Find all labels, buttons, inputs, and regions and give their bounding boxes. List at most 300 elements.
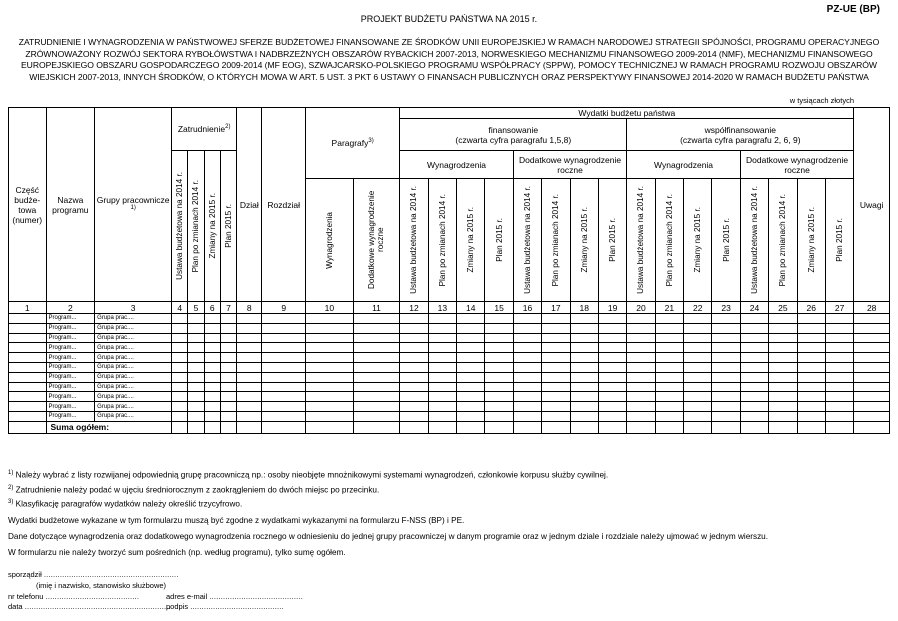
sum-cell[interactable] (627, 421, 655, 433)
podpis-field[interactable]: ......................................... (190, 602, 284, 611)
data-cell[interactable] (220, 382, 236, 392)
data-cell[interactable] (188, 333, 204, 343)
data-cell[interactable] (237, 353, 262, 363)
data-cell[interactable] (204, 362, 220, 372)
data-cell[interactable] (9, 372, 47, 382)
data-cell[interactable] (655, 362, 683, 372)
sum-cell[interactable] (513, 421, 541, 433)
sum-cell[interactable] (740, 421, 768, 433)
data-cell[interactable] (684, 362, 712, 372)
data-cell[interactable] (172, 362, 188, 372)
data-cell[interactable] (797, 343, 825, 353)
data-cell[interactable] (769, 353, 797, 363)
data-cell[interactable] (797, 333, 825, 343)
data-cell[interactable] (825, 323, 853, 333)
data-cell[interactable] (570, 392, 598, 402)
data-cell[interactable] (854, 402, 890, 412)
data-cell[interactable] (485, 333, 513, 343)
sum-cell[interactable] (220, 421, 236, 433)
sum-cell[interactable] (825, 421, 853, 433)
data-cell[interactable] (400, 353, 428, 363)
data-cell[interactable] (854, 392, 890, 402)
data-cell[interactable] (542, 362, 570, 372)
data-cell[interactable] (485, 402, 513, 412)
data-cell[interactable] (237, 392, 262, 402)
data-cell[interactable] (684, 382, 712, 392)
data-cell[interactable] (262, 353, 306, 363)
data-cell[interactable] (237, 323, 262, 333)
data-cell[interactable] (400, 323, 428, 333)
data-cell[interactable] (655, 411, 683, 421)
data-cell[interactable] (188, 411, 204, 421)
data-cell[interactable] (542, 402, 570, 412)
data-cell[interactable] (262, 392, 306, 402)
data-cell[interactable] (655, 382, 683, 392)
data-cell[interactable] (542, 382, 570, 392)
data-cell[interactable] (204, 372, 220, 382)
sum-cell[interactable] (542, 421, 570, 433)
data-cell[interactable] (262, 372, 306, 382)
data-cell[interactable] (513, 382, 541, 392)
data-cell[interactable] (627, 392, 655, 402)
data-cell[interactable] (172, 333, 188, 343)
data-cell[interactable] (513, 411, 541, 421)
data-cell[interactable] (712, 372, 740, 382)
data-cell[interactable] (513, 323, 541, 333)
program-cell[interactable]: Program... (46, 392, 95, 402)
data-cell[interactable] (684, 353, 712, 363)
data-cell[interactable] (306, 353, 354, 363)
data-cell[interactable] (797, 314, 825, 324)
data-cell[interactable] (400, 362, 428, 372)
data-cell[interactable] (457, 362, 485, 372)
data-cell[interactable] (204, 402, 220, 412)
data-cell[interactable] (825, 314, 853, 324)
data-cell[interactable] (353, 411, 400, 421)
data-cell[interactable] (513, 333, 541, 343)
data-cell[interactable] (262, 333, 306, 343)
data-cell[interactable] (542, 343, 570, 353)
data-cell[interactable] (542, 323, 570, 333)
data-cell[interactable] (854, 362, 890, 372)
data-cell[interactable] (769, 382, 797, 392)
data-cell[interactable] (306, 411, 354, 421)
sum-cell[interactable] (262, 421, 306, 433)
data-cell[interactable] (485, 372, 513, 382)
data-cell[interactable] (854, 333, 890, 343)
email-field[interactable]: ......................................... (209, 592, 303, 601)
sum-cell[interactable] (712, 421, 740, 433)
data-cell[interactable] (769, 333, 797, 343)
data-cell[interactable] (237, 333, 262, 343)
data-cell[interactable] (825, 353, 853, 363)
data-cell[interactable] (485, 353, 513, 363)
data-cell[interactable] (797, 392, 825, 402)
data-cell[interactable] (457, 392, 485, 402)
data-cell[interactable] (598, 333, 626, 343)
data-cell[interactable] (740, 411, 768, 421)
data-cell[interactable] (712, 323, 740, 333)
data-cell[interactable] (428, 362, 456, 372)
data-cell[interactable] (237, 402, 262, 412)
data-cell[interactable] (684, 392, 712, 402)
data-cell[interactable] (262, 343, 306, 353)
data-cell[interactable] (655, 333, 683, 343)
data-cell[interactable] (825, 402, 853, 412)
data-cell[interactable] (9, 362, 47, 372)
data-cell[interactable] (188, 353, 204, 363)
data-cell[interactable] (204, 314, 220, 324)
data-cell[interactable] (353, 392, 400, 402)
data-cell[interactable] (684, 411, 712, 421)
data-cell[interactable] (204, 382, 220, 392)
data-cell[interactable] (9, 314, 47, 324)
data-cell[interactable] (598, 402, 626, 412)
data-cell[interactable] (797, 323, 825, 333)
data-cell[interactable] (9, 402, 47, 412)
data-cell[interactable] (428, 411, 456, 421)
sum-cell[interactable] (854, 421, 890, 433)
data-cell[interactable] (220, 353, 236, 363)
data-cell[interactable] (306, 382, 354, 392)
data-cell[interactable] (542, 372, 570, 382)
data-cell[interactable] (428, 353, 456, 363)
data-cell[interactable] (220, 402, 236, 412)
data-cell[interactable] (570, 343, 598, 353)
data-cell[interactable] (854, 353, 890, 363)
sum-cell[interactable] (204, 421, 220, 433)
data-cell[interactable] (457, 372, 485, 382)
data-cell[interactable] (220, 362, 236, 372)
data-cell[interactable] (627, 323, 655, 333)
data-cell[interactable] (627, 333, 655, 343)
data-cell[interactable] (797, 402, 825, 412)
data-cell[interactable] (598, 362, 626, 372)
data-cell[interactable] (627, 402, 655, 412)
data-cell[interactable] (598, 411, 626, 421)
data-cell[interactable] (306, 392, 354, 402)
data-cell[interactable] (825, 362, 853, 372)
data-cell[interactable] (188, 382, 204, 392)
data-cell[interactable] (542, 314, 570, 324)
data-cell[interactable] (627, 314, 655, 324)
sporzadzil-field[interactable]: ........................................................... (43, 570, 179, 579)
data-cell[interactable] (740, 382, 768, 392)
data-cell[interactable] (485, 362, 513, 372)
data-cell[interactable] (400, 333, 428, 343)
data-cell[interactable] (797, 411, 825, 421)
sum-cell[interactable] (400, 421, 428, 433)
data-cell[interactable] (400, 402, 428, 412)
data-cell[interactable] (237, 411, 262, 421)
data-cell[interactable] (457, 314, 485, 324)
data-cell[interactable] (542, 333, 570, 343)
data-cell[interactable] (306, 402, 354, 412)
data-cell[interactable] (188, 343, 204, 353)
program-cell[interactable]: Program... (46, 314, 95, 324)
data-cell[interactable] (684, 333, 712, 343)
data-cell[interactable] (457, 411, 485, 421)
data-cell[interactable] (428, 402, 456, 412)
data-cell[interactable] (9, 382, 47, 392)
data-cell[interactable] (353, 372, 400, 382)
data-cell[interactable] (172, 314, 188, 324)
data-cell[interactable] (353, 362, 400, 372)
data-cell[interactable] (598, 392, 626, 402)
data-cell[interactable] (570, 382, 598, 392)
data-cell[interactable] (740, 314, 768, 324)
data-cell[interactable] (769, 362, 797, 372)
data-cell[interactable] (854, 323, 890, 333)
data-cell[interactable] (262, 382, 306, 392)
data-cell[interactable] (684, 402, 712, 412)
data-cell[interactable] (542, 353, 570, 363)
data-cell[interactable] (262, 411, 306, 421)
program-cell[interactable]: Program... (46, 333, 95, 343)
data-cell[interactable] (740, 353, 768, 363)
data-cell[interactable] (204, 411, 220, 421)
data-cell[interactable] (172, 372, 188, 382)
data-cell[interactable] (9, 323, 47, 333)
data-cell[interactable] (9, 343, 47, 353)
data-cell[interactable] (220, 333, 236, 343)
data-cell[interactable] (353, 402, 400, 412)
data-cell[interactable] (712, 382, 740, 392)
data-cell[interactable] (400, 343, 428, 353)
data-cell[interactable] (172, 323, 188, 333)
data-cell[interactable] (684, 343, 712, 353)
program-cell[interactable]: Program... (46, 372, 95, 382)
data-cell[interactable] (797, 353, 825, 363)
sum-cell[interactable] (570, 421, 598, 433)
telefon-field[interactable]: ......................................... (45, 592, 140, 601)
sum-cell[interactable] (172, 421, 188, 433)
program-cell[interactable]: Program... (46, 353, 95, 363)
data-cell[interactable] (306, 362, 354, 372)
program-cell[interactable]: Program... (46, 411, 95, 421)
data-cell[interactable] (542, 392, 570, 402)
sum-cell[interactable] (684, 421, 712, 433)
sum-cell[interactable] (428, 421, 456, 433)
data-cell[interactable] (769, 392, 797, 402)
data-cell[interactable] (570, 402, 598, 412)
data-cell[interactable] (188, 392, 204, 402)
data-cell[interactable] (627, 372, 655, 382)
data-cell[interactable] (172, 411, 188, 421)
data-cell[interactable] (220, 372, 236, 382)
sum-cell[interactable] (237, 421, 262, 433)
data-cell[interactable] (188, 314, 204, 324)
grupa-cell[interactable]: Grupa prac.... (95, 353, 172, 363)
data-cell[interactable] (513, 362, 541, 372)
data-cell[interactable] (513, 402, 541, 412)
data-cell[interactable] (485, 411, 513, 421)
data-cell[interactable] (712, 314, 740, 324)
data-cell[interactable] (428, 372, 456, 382)
data-cell[interactable] (457, 323, 485, 333)
data-cell[interactable] (797, 372, 825, 382)
data-cell[interactable] (655, 323, 683, 333)
data-cell[interactable] (220, 343, 236, 353)
data-cell[interactable] (306, 333, 354, 343)
data-cell[interactable] (570, 323, 598, 333)
data-cell[interactable] (825, 382, 853, 392)
grupa-cell[interactable]: Grupa prac.... (95, 382, 172, 392)
data-cell[interactable] (854, 343, 890, 353)
data-cell[interactable] (306, 372, 354, 382)
data-cell[interactable] (262, 362, 306, 372)
sum-cell[interactable] (457, 421, 485, 433)
sum-cell[interactable] (353, 421, 400, 433)
data-cell[interactable] (627, 411, 655, 421)
data-cell[interactable] (712, 353, 740, 363)
data-cell[interactable] (712, 411, 740, 421)
data-cell[interactable] (655, 353, 683, 363)
data-cell[interactable] (712, 343, 740, 353)
data-cell[interactable] (400, 411, 428, 421)
data-cell[interactable] (428, 333, 456, 343)
data-cell[interactable] (457, 382, 485, 392)
sum-cell[interactable] (769, 421, 797, 433)
data-cell[interactable] (769, 402, 797, 412)
data-cell[interactable] (262, 314, 306, 324)
data-cell[interactable] (306, 343, 354, 353)
data-cell[interactable] (237, 314, 262, 324)
data-cell[interactable] (627, 343, 655, 353)
sum-cell[interactable] (306, 421, 354, 433)
data-cell[interactable] (172, 353, 188, 363)
grupa-cell[interactable]: Grupa prac.... (95, 323, 172, 333)
data-cell[interactable] (9, 353, 47, 363)
data-cell[interactable] (237, 372, 262, 382)
data-cell[interactable] (237, 343, 262, 353)
data-cell[interactable] (172, 343, 188, 353)
data-cell[interactable] (712, 333, 740, 343)
data-cell[interactable] (9, 411, 47, 421)
data-cell[interactable] (513, 353, 541, 363)
data-cell[interactable] (797, 382, 825, 392)
data-cell[interactable] (428, 382, 456, 392)
data-cell[interactable] (353, 353, 400, 363)
data-cell[interactable] (712, 402, 740, 412)
data-cell[interactable] (513, 392, 541, 402)
data-cell[interactable] (188, 402, 204, 412)
data-cell[interactable] (306, 323, 354, 333)
sum-cell[interactable] (188, 421, 204, 433)
data-cell[interactable] (485, 314, 513, 324)
grupa-cell[interactable]: Grupa prac.... (95, 314, 172, 324)
data-cell[interactable] (428, 343, 456, 353)
data-cell[interactable] (400, 314, 428, 324)
data-cell[interactable] (457, 402, 485, 412)
data-cell[interactable] (740, 323, 768, 333)
data-cell[interactable] (598, 372, 626, 382)
data-cell[interactable] (740, 362, 768, 372)
data-cell[interactable] (712, 362, 740, 372)
data-cell[interactable] (740, 343, 768, 353)
data-cell[interactable] (353, 382, 400, 392)
data-cell[interactable] (204, 343, 220, 353)
data-cell[interactable] (485, 323, 513, 333)
data-cell[interactable] (570, 362, 598, 372)
data-cell[interactable] (854, 372, 890, 382)
data-cell[interactable] (570, 353, 598, 363)
data-cell[interactable] (262, 402, 306, 412)
data-cell[interactable] (740, 392, 768, 402)
program-cell[interactable]: Program... (46, 382, 95, 392)
grupa-cell[interactable]: Grupa prac.... (95, 362, 172, 372)
data-cell[interactable] (262, 323, 306, 333)
data-cell[interactable] (400, 382, 428, 392)
data-cell[interactable] (712, 392, 740, 402)
data-cell[interactable] (769, 314, 797, 324)
data-cell[interactable] (655, 392, 683, 402)
data-cell[interactable] (598, 343, 626, 353)
data-cell[interactable] (684, 323, 712, 333)
data-cell[interactable] (353, 343, 400, 353)
program-cell[interactable]: Program... (46, 343, 95, 353)
data-cell[interactable] (627, 382, 655, 392)
data-cell[interactable] (825, 411, 853, 421)
data-cell[interactable] (542, 411, 570, 421)
data-cell[interactable] (740, 333, 768, 343)
data-cell[interactable] (220, 411, 236, 421)
data-cell[interactable] (769, 372, 797, 382)
data-cell[interactable] (513, 372, 541, 382)
data-cell[interactable] (684, 314, 712, 324)
data-cell[interactable] (570, 372, 598, 382)
data-cell[interactable] (513, 343, 541, 353)
data-cell[interactable] (598, 323, 626, 333)
data-cell[interactable] (825, 372, 853, 382)
data-cell[interactable] (854, 411, 890, 421)
data-cell[interactable] (825, 392, 853, 402)
data-cell[interactable] (188, 372, 204, 382)
data-cell[interactable] (854, 314, 890, 324)
data-cell[interactable] (457, 333, 485, 343)
data-cell[interactable] (513, 314, 541, 324)
data-cell[interactable] (172, 382, 188, 392)
grupa-cell[interactable]: Grupa prac.... (95, 333, 172, 343)
data-cell[interactable] (797, 362, 825, 372)
program-cell[interactable]: Program... (46, 323, 95, 333)
data-cell[interactable] (428, 314, 456, 324)
data-cell[interactable] (306, 314, 354, 324)
data-cell[interactable] (457, 343, 485, 353)
grupa-cell[interactable]: Grupa prac.... (95, 411, 172, 421)
data-cell[interactable] (655, 372, 683, 382)
data-cell[interactable] (220, 392, 236, 402)
sum-cell[interactable] (797, 421, 825, 433)
data-cell[interactable] (825, 333, 853, 343)
sum-cell[interactable] (655, 421, 683, 433)
data-cell[interactable] (485, 382, 513, 392)
data-cell[interactable] (428, 392, 456, 402)
data-cell[interactable] (172, 392, 188, 402)
data-cell[interactable] (188, 323, 204, 333)
data-cell[interactable] (740, 372, 768, 382)
data-cell[interactable] (204, 323, 220, 333)
data-cell[interactable] (428, 323, 456, 333)
data-cell[interactable] (188, 362, 204, 372)
data-cell[interactable] (204, 353, 220, 363)
data-cell[interactable] (9, 333, 47, 343)
data-cell[interactable] (485, 392, 513, 402)
data-cell[interactable] (237, 382, 262, 392)
data-cell[interactable] (400, 372, 428, 382)
sum-cell[interactable] (598, 421, 626, 433)
data-cell[interactable] (485, 343, 513, 353)
